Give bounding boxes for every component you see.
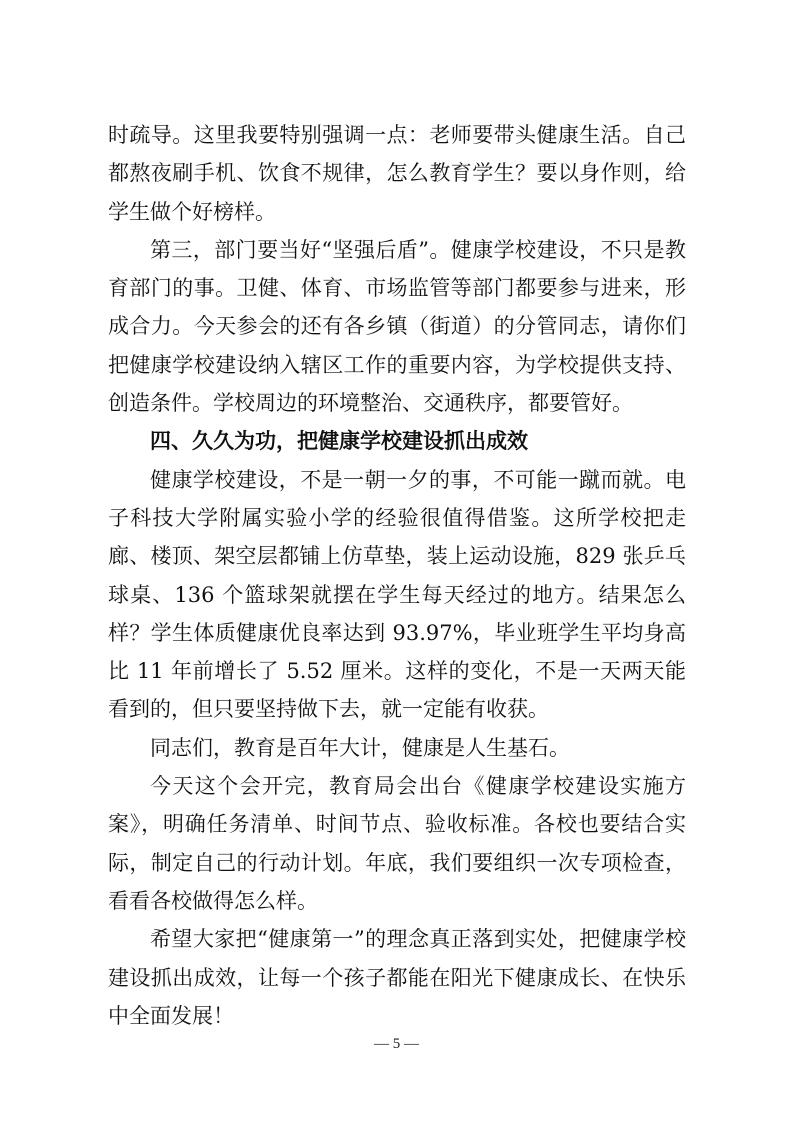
paragraph-closing-hope: 希望大家把“健康第一”的理念真正落到实处，把健康学校建设抓出成效，让每一个孩子都能在阳光下健康成长、在快乐中全面发展！ [108, 927, 686, 1028]
section-heading-four: 四、久久为功，把健康学校建设抓出成效 [150, 429, 528, 454]
paragraph-departments-support: 第三，部门要当好“坚强后盾”。健康学校建设，不只是教育部门的事。卫健、体育、市场监管等部门都要参与进来，形成合力。今天参会的还有各乡镇（街道）的分管同志，请你们把健康学校建设纳入辖区工作的重要内容，为学校提供支持、创造条件。学校周边的环境整治、交通秩序，都要管好。 [108, 237, 686, 416]
paragraph-school-example: 健康学校建设，不是一朝一夕的事，不可能一蹴而就。电子科技大学附属实验小学的经验很值得借鉴。这所学校把走廊、楼顶、架空层都铺上仿草垫，装上运动设施，829 张乒乓球桌、136 个篮球架就摆在学生每天经过的地方。结果怎么样？学生体质健康优良率达到 93.97%，毕业班学生平均身高比 11 年前增长了 5.52 厘米。这样的变化，不是一天两天能看到的，但只要坚持做下去，就一定能有收获。 [108, 467, 686, 722]
paragraph-implementation-plan: 今天这个会开完，教育局会出台《健康学校建设实施方案》，明确任务清单、时间节点、验收标准。各校也要结合实际，制定自己的行动计划。年底，我们要组织一次专项检查，看看各校做得怎么样。 [108, 774, 686, 913]
page-number: — 5 — [374, 1036, 419, 1052]
document-body [108, 116, 686, 1035]
paragraph-continuation: 时疏导。这里我要特别强调一点：老师要带头健康生活。自己都熬夜刷手机、饮食不规律，怎么教育学生？要以身作则，给学生做个好榜样。 [108, 123, 686, 224]
paragraph-comrades: 同志们，教育是百年大计，健康是人生基石。 [150, 735, 570, 760]
